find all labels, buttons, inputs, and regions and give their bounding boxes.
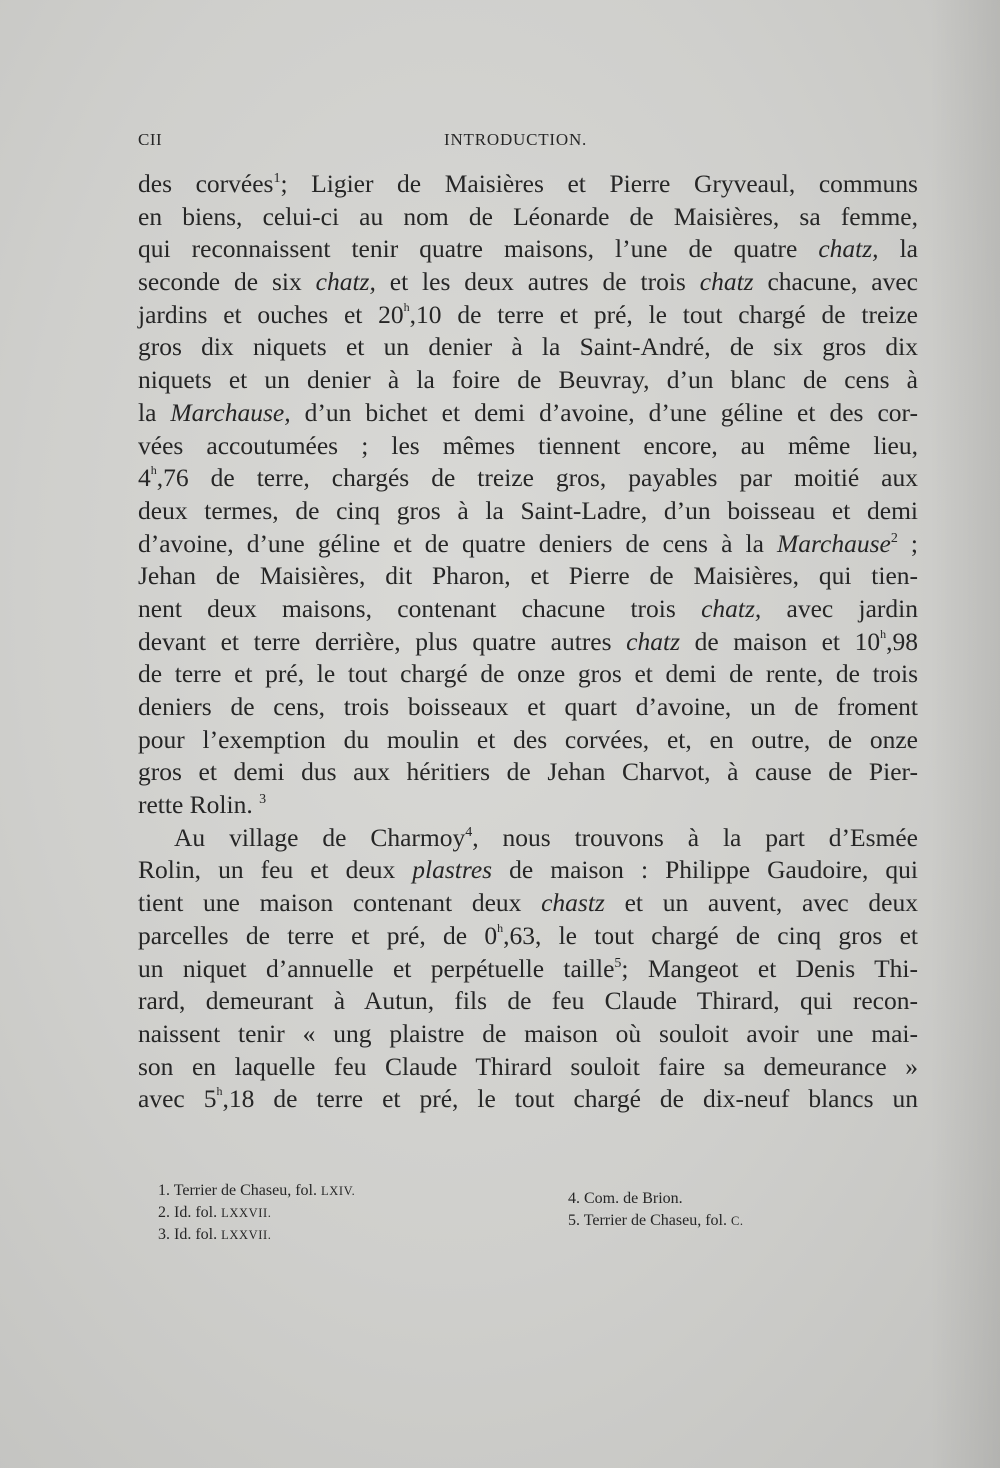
text-line: avec 5$^h$,18 de terre et pré, le tout chargé de dix-neuf blancs un <box>138 1084 918 1114</box>
footnote-4: 4. Com. de Brion. <box>568 1190 683 1207</box>
text-line: son en laquelle feu Claude Thirard souloit faire sa demeurance » <box>138 1051 918 1081</box>
body-text <box>138 168 918 1116</box>
text-line: rard, demeurant à Autun, fils de feu Claude Thirard, qui recon- <box>138 986 918 1016</box>
text-line: d’avoine, d’une géline et de quatre deniers de cens à la Marchause$^2$ ; <box>138 528 919 558</box>
text-line: Rolin, un feu et deux plastres de maison : Philippe Gaudoire, qui <box>138 855 919 885</box>
text-line: rette Rolin. $^3$ <box>138 790 267 820</box>
running-title: INTRODUCTION. <box>444 130 588 149</box>
footnote-3: 3. Id. fol. LXXVII. <box>158 1226 272 1243</box>
text-line: la Marchause, d’un bichet et demi d’avoine, d’une géline et des cor- <box>138 397 919 427</box>
text-line: naissent tenir « ung plaistre de maison où souloit avoir une mai- <box>138 1018 918 1048</box>
running-header <box>138 130 918 156</box>
footnote-ref: 4 <box>465 824 473 840</box>
footnote-ref: 1 <box>273 171 281 186</box>
text-line: 4$^h$,76 de terre, chargés de treize gros, payables par moitié aux <box>138 463 918 493</box>
text-line: en biens, celui-ci au nom de Léonarde de Maisières, sa femme, <box>138 201 918 231</box>
text-line: nent deux maisons, contenant chacune trois chatz, avec jardin <box>138 593 918 623</box>
footnote-ref: 5 <box>614 955 622 971</box>
text-line: parcelles de terre et pré, de 0$^h$,63, le tout chargé de cinq gros et <box>138 920 918 950</box>
footnote-1: 1. Terrier de Chaseu, fol. LXIV. <box>158 1182 356 1199</box>
footnote-ref: 2 <box>890 530 898 546</box>
text-line: vées accoutumées ; les mêmes tiennent encore, au même lieu, <box>138 430 918 460</box>
text-line: seconde de six chatz, et les deux autres de trois chatz chacune, avec <box>138 267 918 297</box>
page-number: CII <box>138 130 163 149</box>
footnote-ref: 3 <box>259 792 267 808</box>
text-line: jardins et ouches et 20$^h$,10 de terre et pré, le tout chargé de treize <box>138 299 918 329</box>
page-edge-shade <box>930 0 1000 1468</box>
footnote-5: 5. Terrier de Chaseu, fol. C. <box>568 1212 744 1229</box>
text-line: de terre et pré, le tout chargé de onze gros et demi de rente, de trois <box>138 659 918 689</box>
text-line: un niquet d’annuelle et perpétuelle taille$^5$; Mangeot et Denis Thi- <box>138 953 918 983</box>
text-line: deniers de cens, trois boisseaux et quart d’avoine, un de froment <box>138 692 918 721</box>
text-line: qui reconnaissent tenir quatre maisons, l’une de quatre chatz, la <box>138 234 918 264</box>
text-line: gros et demi dus aux héritiers de Jehan Charvot, à cause de Pier- <box>138 757 918 787</box>
text-line: pour l’exemption du moulin et des corvées, et, en outre, de onze <box>138 724 918 754</box>
footnotes-left-column <box>158 1180 548 1246</box>
text-line: gros dix niquets et un denier à la Saint-André, de six gros dix <box>138 332 918 362</box>
text-line: niquets et un denier à la foire de Beuvray, d’un blanc de cens à <box>138 365 918 395</box>
text-line: des corvées$^1$; Ligier de Maisières et Pierre Gryveaul, communs <box>138 169 918 198</box>
footnote-2: 2. Id. fol. LXXVII. <box>158 1204 272 1221</box>
text-line: devant et terre derrière, plus quatre autres chatz de maison et 10$^h$,98 <box>138 626 918 656</box>
text-line: Au village de Charmoy$^4$, nous trouvons à la part d’Esmée <box>174 822 918 852</box>
text-line: deux termes, de cinq gros à la Saint-Ladre, d’un boisseau et demi <box>138 495 918 525</box>
text-line: tient une maison contenant deux chastz et un auvent, avec deux <box>138 888 918 918</box>
footnotes-right-column <box>568 1188 868 1232</box>
text-line: Jehan de Maisières, dit Pharon, et Pierre de Maisières, qui tien- <box>138 561 918 591</box>
